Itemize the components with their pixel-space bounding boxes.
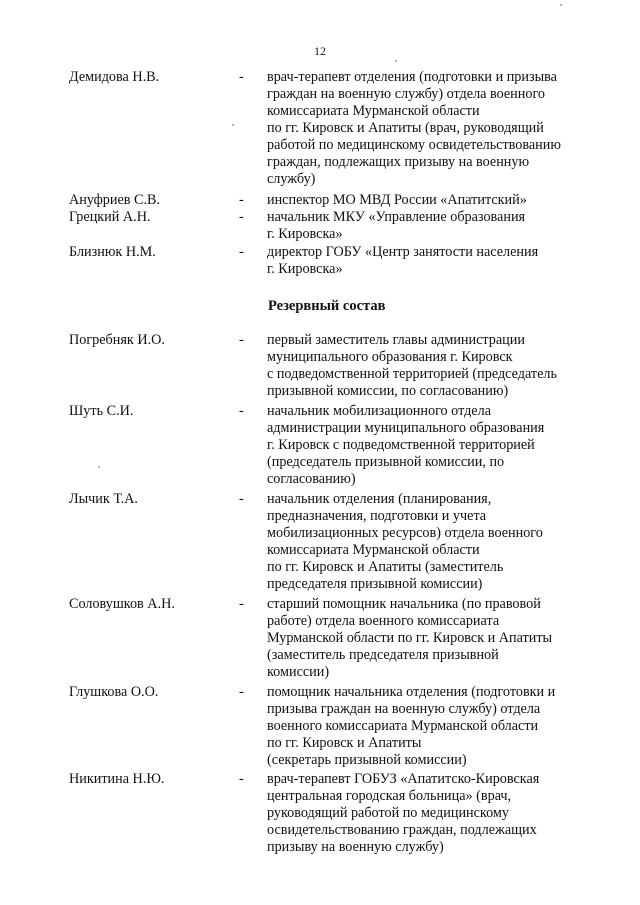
position-line: (секретарь призывной комиссии) xyxy=(267,752,467,768)
position-line: работе) отдела военного комиссариата xyxy=(267,613,500,629)
dash-separator: - xyxy=(239,596,244,612)
position-line: первый заместитель главы администрации xyxy=(267,332,525,348)
position-line: по гг. Кировск и Апатиты (врач, руководящий xyxy=(267,120,544,136)
dash-separator: - xyxy=(239,491,244,507)
member-name: Глушкова О.О. xyxy=(69,684,159,700)
position-line: директор ГОБУ «Центр занятости населения xyxy=(267,244,539,260)
dash-separator: - xyxy=(239,332,244,348)
member-position xyxy=(267,69,587,188)
position-line: по гг. Кировск и Апатиты xyxy=(267,735,422,751)
member-position xyxy=(267,403,587,488)
position-line: мобилизационных ресурсов) отдела военного xyxy=(267,525,543,541)
position-line: предназначения, подготовки и учета xyxy=(267,508,487,524)
dash-separator: - xyxy=(239,771,244,787)
position-line: комиссариата Мурманской области xyxy=(267,103,480,119)
position-line: согласованию) xyxy=(267,471,356,487)
member-position xyxy=(267,596,587,681)
position-line: помощник начальника отделения (подготовки и xyxy=(267,684,556,700)
position-line: муниципального образования г. Кировск xyxy=(267,349,513,365)
member-name: Ануфриев С.В. xyxy=(69,192,161,208)
member-position xyxy=(267,771,587,856)
member-position xyxy=(267,332,587,400)
member-name: Лычик Т.А. xyxy=(69,491,138,507)
position-line: комиссии) xyxy=(267,664,330,680)
position-line: начальник отделения (планирования, xyxy=(267,491,492,507)
member-name: Никитина Н.Ю. xyxy=(69,771,165,787)
position-line: (заместитель председателя призывной xyxy=(267,647,499,663)
member-position xyxy=(267,192,587,209)
position-line: старший помощник начальника (по правовой xyxy=(267,596,541,612)
position-line: граждан, подлежащих призыву на военную xyxy=(267,154,530,170)
position-line: службу) xyxy=(267,171,316,187)
position-line: начальник МКУ «Управление образования xyxy=(267,209,526,225)
position-line: администрации муниципального образования xyxy=(267,420,545,436)
position-line: граждан на военную службу) отдела военного xyxy=(267,86,545,102)
position-line: (председатель призывной комиссии, по xyxy=(267,454,505,470)
position-line: г. Кировск с подведомственной территорией xyxy=(267,437,535,453)
dash-separator: - xyxy=(239,209,244,225)
reserve-section-title: Резервный состав xyxy=(268,298,386,314)
scan-speck xyxy=(232,124,234,126)
member-name: Близнюк Н.М. xyxy=(69,244,156,260)
position-line: комиссариата Мурманской области xyxy=(267,542,480,558)
scan-speck xyxy=(98,466,100,468)
page-number: 12 xyxy=(314,44,326,58)
member-name: Демидова Н.В. xyxy=(69,69,160,85)
scan-speck xyxy=(560,4,562,6)
position-line: Мурманской области по гг. Кировск и Апатиты xyxy=(267,630,553,646)
member-name: Соловушков А.Н. xyxy=(69,596,175,612)
position-line: председателя призывной комиссии) xyxy=(267,576,483,592)
position-line: г. Кировска» xyxy=(267,261,343,277)
position-line: с подведомственной территорией (председатель xyxy=(267,366,557,382)
member-position xyxy=(267,491,587,593)
dash-separator: - xyxy=(239,192,244,208)
dash-separator: - xyxy=(239,403,244,419)
position-line: работой по медицинскому освидетельствованию xyxy=(267,137,561,153)
position-line: врач-терапевт отделения (подготовки и призыва xyxy=(267,69,557,85)
member-position xyxy=(267,209,587,243)
position-line: центральная городская больница» (врач, xyxy=(267,788,512,804)
position-line: г. Кировска» xyxy=(267,226,343,242)
dash-separator: - xyxy=(239,684,244,700)
position-line: призывной комиссии, по согласованию) xyxy=(267,383,509,399)
position-line: призыва граждан на военную службу) отдела xyxy=(267,701,541,717)
position-line: начальник мобилизационного отдела xyxy=(267,403,491,419)
position-line: призыву на военную службу) xyxy=(267,839,444,855)
dash-separator: - xyxy=(239,69,244,85)
position-line: инспектор МО МВД России «Апатитский» xyxy=(267,192,527,208)
member-name: Грецкий А.Н. xyxy=(69,209,151,225)
member-name: Погребняк И.О. xyxy=(69,332,165,348)
member-name: Шуть С.И. xyxy=(69,403,134,419)
position-line: врач-терапевт ГОБУЗ «Апатитско-Кировская xyxy=(267,771,540,787)
member-position xyxy=(267,684,587,769)
position-line: освидетельствованию граждан, подлежащих xyxy=(267,822,537,838)
position-line: по гг. Кировск и Апатиты (заместитель xyxy=(267,559,504,575)
dash-separator: - xyxy=(239,244,244,260)
member-position xyxy=(267,244,587,278)
position-line: руководящий работой по медицинскому xyxy=(267,805,509,821)
scan-speck xyxy=(395,60,397,62)
position-line: военного комиссариата Мурманской области xyxy=(267,718,539,734)
